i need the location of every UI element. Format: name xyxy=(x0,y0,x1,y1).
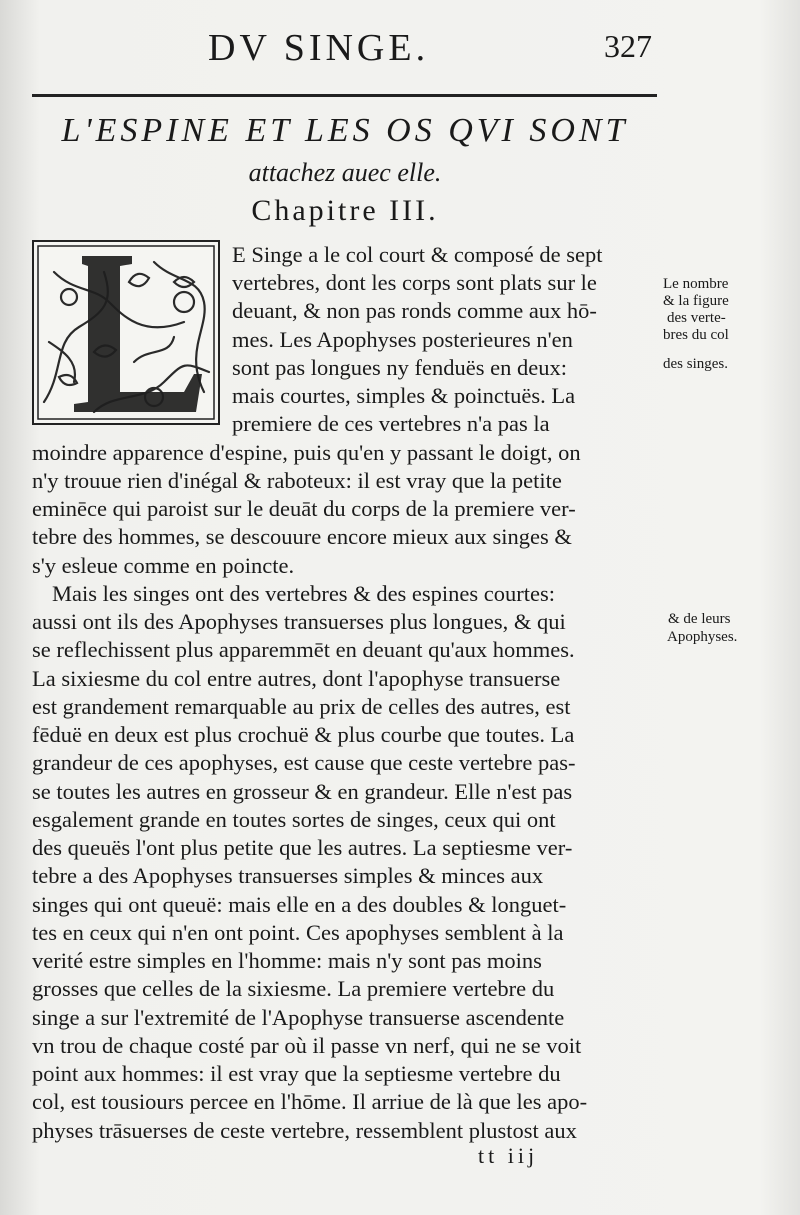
text-line: deuant, & non pas ronds comme aux hō- xyxy=(232,298,597,323)
section-subtitle: attachez auec elle. xyxy=(248,158,442,187)
text-line: col, est tousiours percee en l'hōme. Il arriue de là que les apo- xyxy=(32,1089,588,1114)
text-line: eminēce qui paroist sur le deuāt du corps de la premiere ver- xyxy=(32,496,576,521)
margin-note-line: Apophyses. xyxy=(667,629,738,645)
text-line: tebre a des Apophyses transuerses simples & minces aux xyxy=(32,863,544,888)
text-line: mes. Les Apophyses posterieures n'en xyxy=(232,327,573,352)
chapter-heading: Chapitre III. xyxy=(251,194,439,227)
text-line: se toutes les autres en grosseur & en grandeur. Elle n'est pas xyxy=(32,779,573,804)
text-line: singes qui ont queuë: mais elle en a des doubles & longuet- xyxy=(32,892,567,917)
text-line: est grandement remarquable au prix de celles des autres, est xyxy=(32,694,571,719)
text-line: fēduë en deux est plus crochuë & plus courbe que toutes. La xyxy=(32,722,575,747)
text-line: premiere de ces vertebres n'a pas la xyxy=(232,411,550,436)
text-line: mais courtes, simples & poinctuës. La xyxy=(232,383,576,408)
margin-note-line: Le nombre xyxy=(663,276,729,292)
text-line: s'y esleue comme en poincte. xyxy=(32,553,295,578)
text-line: verité estre simples en l'homme: mais n'y sont pas moins xyxy=(32,948,542,973)
margin-note-line: & la figure xyxy=(663,293,729,309)
text-line: Mais les singes ont des vertebres & des espines courtes: xyxy=(52,581,556,606)
text-line: E Singe a le col court & composé de sept xyxy=(232,242,603,267)
text-line: n'y trouue rien d'inégal & raboteux: il est vray que la petite xyxy=(32,468,562,493)
text-line: sont pas longues ny fenduës en deux: xyxy=(232,355,567,380)
decorated-initial-L xyxy=(32,240,220,425)
margin-note-line: bres du col xyxy=(663,327,729,343)
running-head xyxy=(30,22,660,72)
margin-note-line: des singes. xyxy=(663,356,728,372)
signature-mark: tt iij xyxy=(478,1143,539,1168)
margin-note-line: & de leurs xyxy=(668,611,731,627)
section-title: L'ESPINE ET LES OS QVI SONT xyxy=(61,112,629,149)
text-line: La sixiesme du col entre autres, dont l'apophyse transuerse xyxy=(32,666,561,691)
text-line: vn trou de chaque costé par où il passe vn nerf, qui ne se voit xyxy=(32,1033,582,1058)
text-line: tebre des hommes, se descouure encore mieux aux singes & xyxy=(32,524,572,549)
page-number: 327 xyxy=(604,28,652,64)
text-line: point aux hommes: il est vray que la septiesme vertebre du xyxy=(32,1061,561,1086)
text-line: des queuës l'ont plus petite que les autres. La septiesme ver- xyxy=(32,835,573,860)
text-line: grosses que celles de la sixiesme. La premiere vertebre du xyxy=(32,976,555,1001)
text-line: tes en ceux qui n'en ont point. Ces apophyses semblent à la xyxy=(32,920,564,945)
text-line: aussi ont ils des Apophyses transuerses plus longues, & qui xyxy=(32,609,566,634)
running-title: DV SINGE. xyxy=(208,27,430,69)
text-line: physes trāsuerses de ceste vertebre, ressemblent plustost aux xyxy=(32,1118,577,1143)
margin-note-line: des verte- xyxy=(667,310,726,326)
text-line: singe a sur l'extremité de l'Apophyse transuerse ascendente xyxy=(32,1005,565,1030)
text-line: grandeur de ces apophyses, est cause que ceste vertebre pas- xyxy=(32,750,576,775)
text-line: vertebres, dont les corps sont plats sur le xyxy=(232,270,597,295)
text-line: esgalement grande en toutes sortes de singes, ceux qui ont xyxy=(32,807,556,832)
floral-ornament-icon xyxy=(34,242,218,423)
text-line: moindre apparence d'espine, puis qu'en y passant le doigt, on xyxy=(32,440,581,465)
header-rule xyxy=(32,94,657,97)
text-line: se reflechissent plus apparemmēt en deuant qu'aux hommes. xyxy=(32,637,575,662)
